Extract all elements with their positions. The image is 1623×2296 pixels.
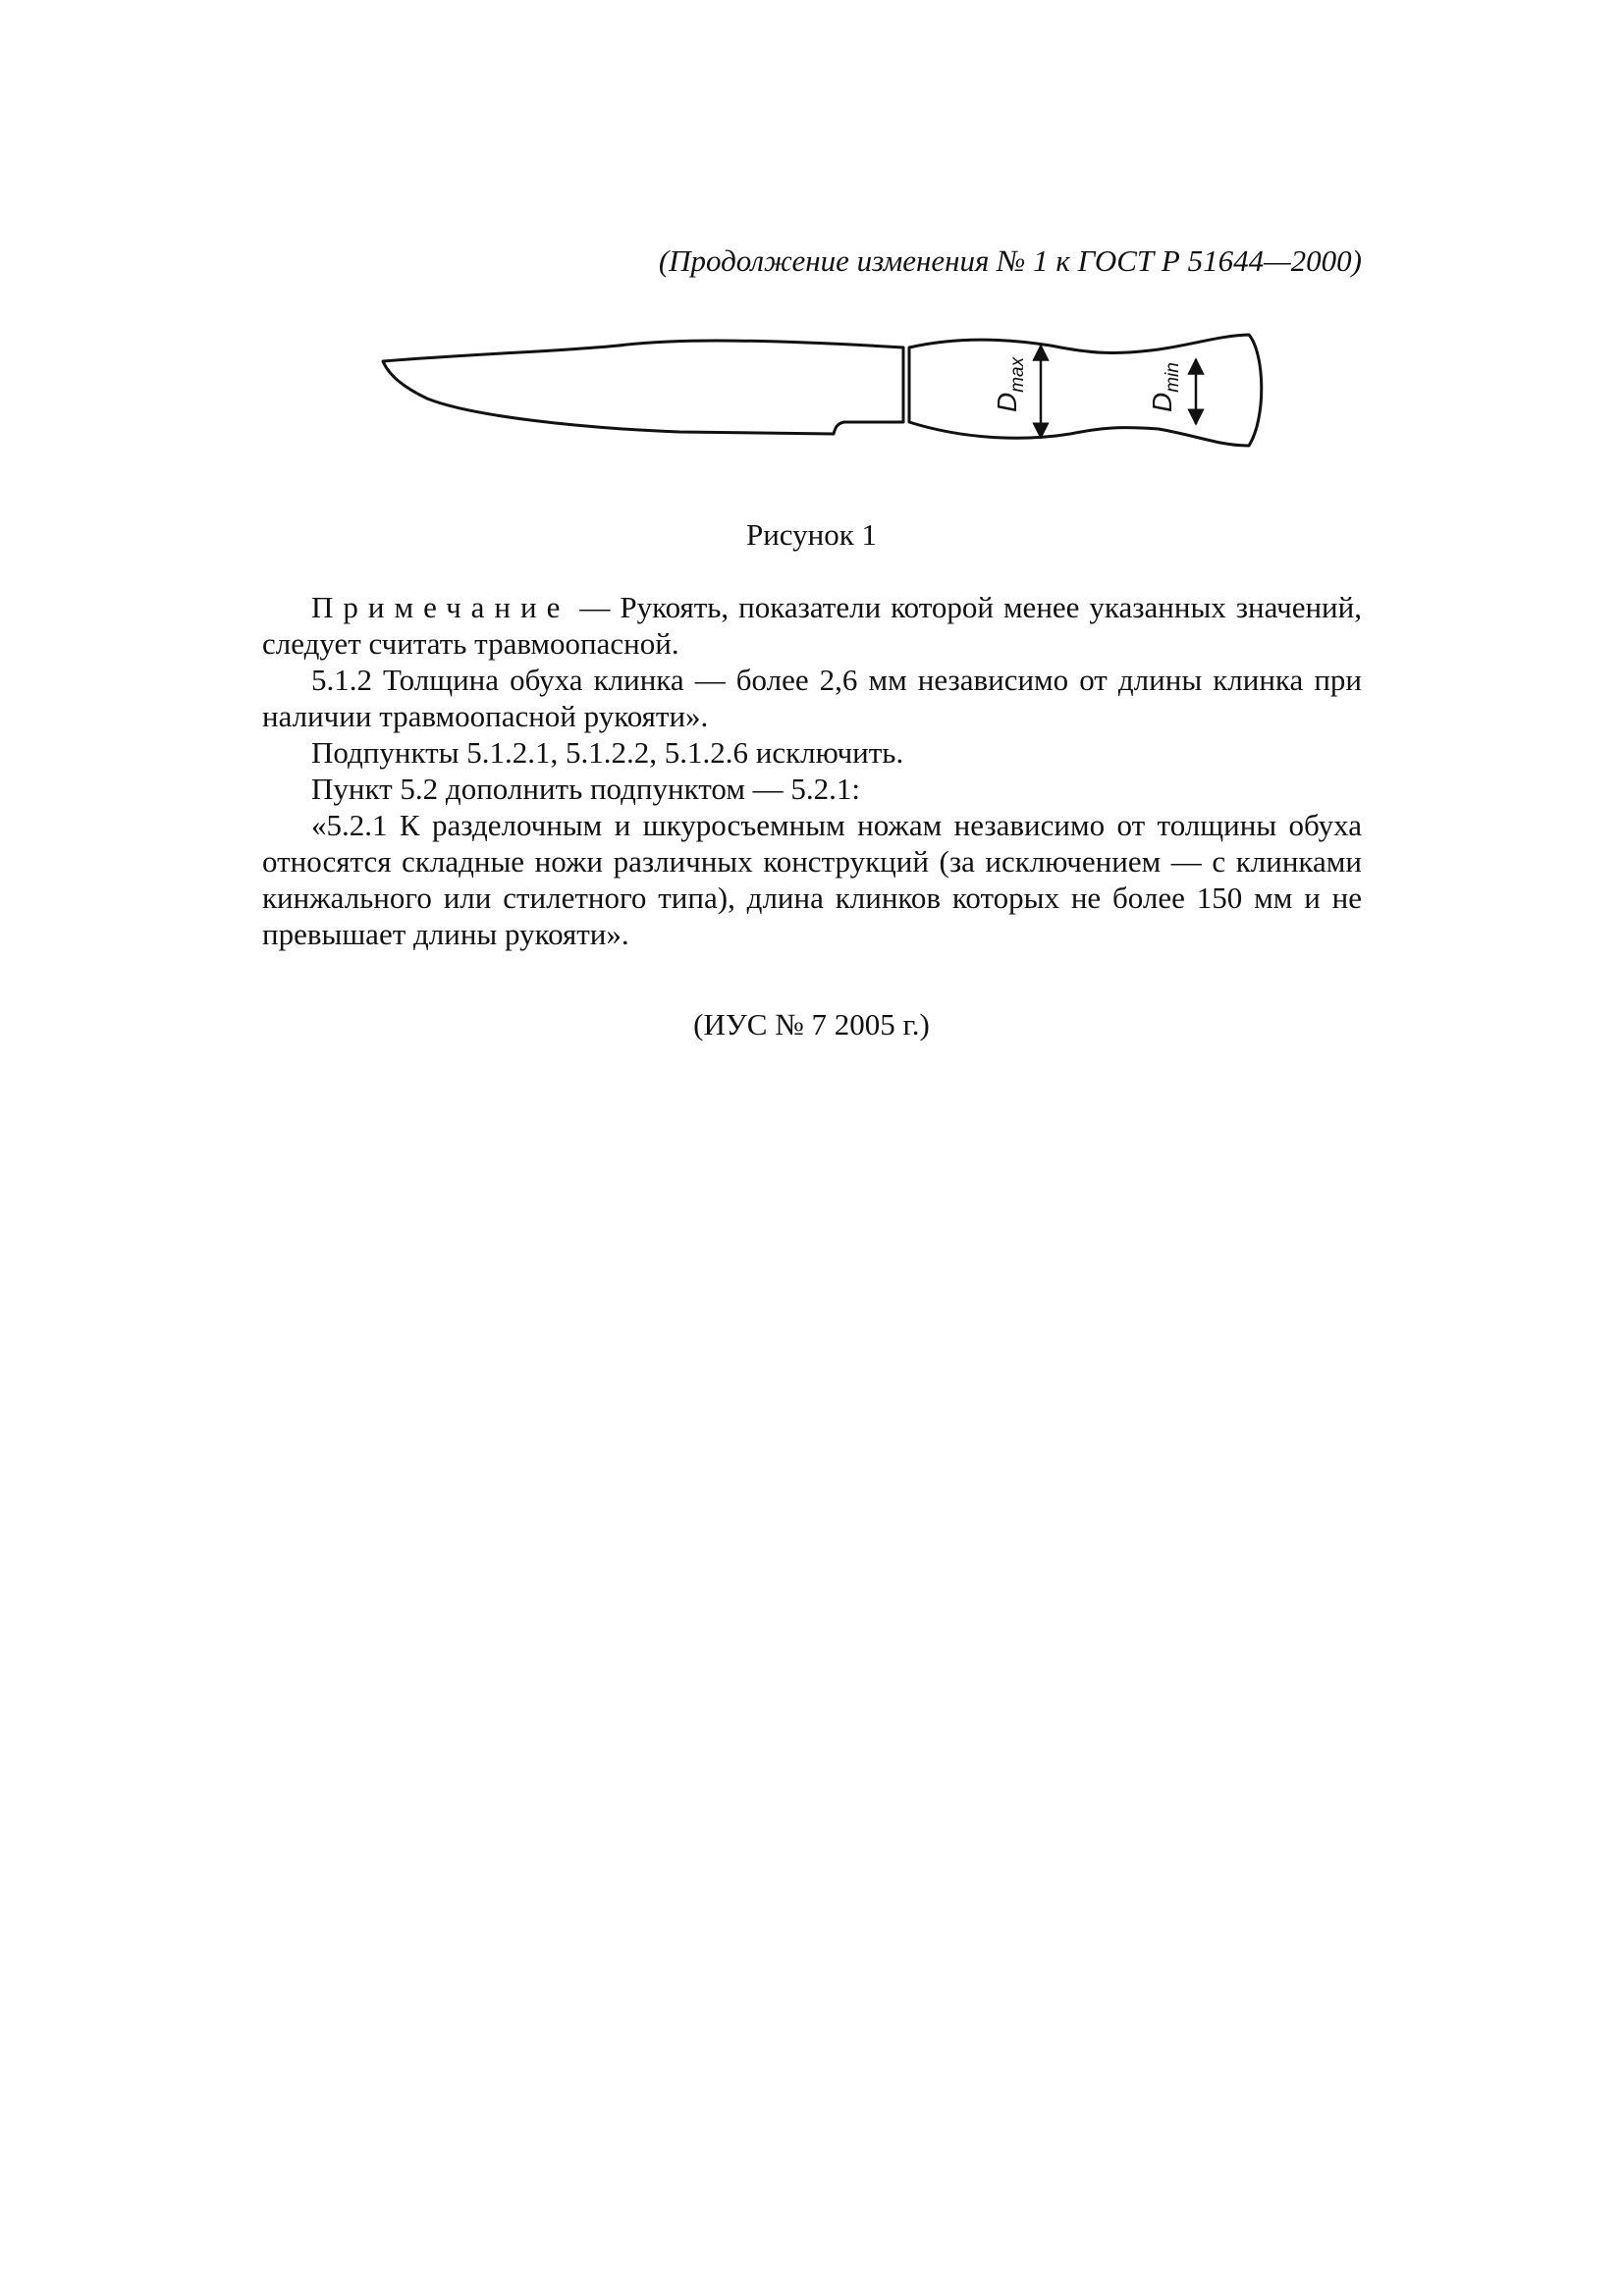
paragraph-exclude: Подпункты 5.1.2.1, 5.1.2.2, 5.1.2.6 исключить. [311, 735, 904, 770]
source-reference: (ИУС № 7 2005 г.) [693, 1007, 930, 1041]
dmax-label [992, 355, 1028, 412]
running-header: (Продолжение изменения № 1 к ГОСТ Р 51644—2000) [658, 243, 1362, 278]
knife-blade [383, 341, 903, 434]
knife-figure [363, 324, 1286, 461]
dmin-label-letter: D [1147, 392, 1177, 412]
figure-caption: Рисунок 1 [745, 517, 878, 552]
dmin-label-subscript: min [1163, 362, 1183, 393]
knife-handle [909, 335, 1262, 446]
paragraph-5-1-2: 5.1.2 Толщина обуха клинка — более 2,6 мм независимо от длины клинка при наличии травмоопасной рукояти». [262, 663, 1362, 733]
body-text [262, 589, 1362, 952]
dmax-label-letter: D [992, 392, 1022, 412]
note-label: Примечание [311, 590, 570, 624]
note-text: — Рукоять, показатели которой менее указанных значений, следует считать травмоопасной. [262, 590, 1362, 661]
dmax-label-subscript: max [1007, 356, 1028, 393]
paragraph-supplement: Пункт 5.2 дополнить подпунктом — 5.2.1: [311, 772, 861, 806]
paragraph-5-2-1: «5.2.1 К разделочным и шкуросъемным ножам независимо от толщины обуха относятся складные ножи различных конструкций (за исключением — с клинками кинжального или стилетного типа), длина клинков которых не более 150 мм и не превышает длины рукояти». [262, 808, 1362, 951]
dmin-label [1147, 362, 1183, 412]
note-paragraph [262, 589, 1362, 662]
